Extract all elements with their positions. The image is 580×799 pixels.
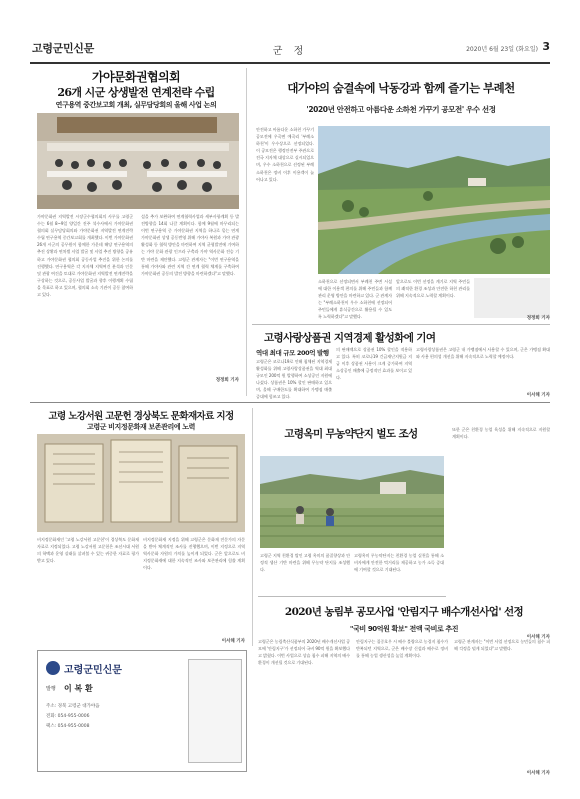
article6-body-2: 안림지구는 집중호우 시 배수 불량으로 농경지 침수가 반복되던 지역으로, 군은 배수장 신설과 배수로 정비를 통해 농업 생산성을 높일 계획이다. <box>356 639 448 659</box>
newspaper-emblem-icon <box>46 661 60 675</box>
article4-body-1: 비지정문화재인 '고령 노강서원 고문헌'이 경상북도 문화재자료로 지정되었다. 고령 노강서원 고문헌은 조선시대 서원의 학맥과 운영 실태를 살펴볼 수 있는 귀중한 자료로 평가받고 있다. <box>37 537 139 564</box>
issue-date: 2020년 6월 23일 (화요일) <box>466 46 538 53</box>
section-rule <box>30 402 550 403</box>
column-divider <box>252 408 253 646</box>
article2-subtitle: '2020년 안전하고 아름다운 소하천 가꾸기 공모전' 우수 선정 <box>306 105 496 114</box>
article6-subtitle: "국비 90억원 확보" 전액 국비로 추진 <box>349 625 459 633</box>
page-number: 3 <box>542 40 550 53</box>
section-rule <box>258 596 446 597</box>
article4-body-2: 비지정문화재 지정을 위해 고령군은 문화재 전문가의 자문을 받아 체계적인 조사를 진행했으며, 이번 지정으로 지역 역사문화 자원의 가치를 높이게 되었다. 군은 앞으로도 비지정문화재에 대한 지속적인 조사와 보존관리에 힘쓸 계획이다. <box>143 537 245 571</box>
article1-subtitle: 연구용역 중간보고회 개최, 실무담당회의 올해 사업 논의 <box>55 101 217 109</box>
article1-title-line2: 26개 시군 상생발전 연계전략 수립 <box>57 86 215 99</box>
article5-body-3: 또한 군은 친환경 농업 육성을 위해 지속적으로 지원할 계획이다. <box>452 427 550 440</box>
article4-byline: 이서해 기자 <box>221 639 245 644</box>
rice-field-photo <box>260 456 444 548</box>
article1-title-line1: 가야문화권협의회 <box>92 70 180 84</box>
conference-photo <box>37 113 239 209</box>
masthead <box>30 38 550 64</box>
article3-body-1: 고령군은 코로나19로 인해 침체된 지역경제 활성화를 위해 고령사랑상품권을 역대 최대 규모인 200억 원 발행하여 소상공인 지원에 나섰다. 상품권은 10% 할인 판매하고 있으며, 올해 구매한도를 확대하여 가맹점 매출 증대에 힘쓰고 있다. <box>256 359 332 400</box>
publisher-imprint <box>37 650 247 772</box>
footer-logo: 고령군민신문 <box>64 665 122 676</box>
article3-body-3: 고령사랑상품권은 고령군 내 가맹점에서 사용할 수 있으며, 군은 가맹점 확대와 사용 편의성 개선을 위해 지속적으로 노력할 예정이다. <box>416 347 550 360</box>
article2-side-column <box>474 278 550 318</box>
section-rule <box>252 324 550 325</box>
column-divider <box>246 68 247 396</box>
newspaper-logo: 고령군민신문 <box>32 42 94 55</box>
article3-body-2: 의 판매액으로 상품권 10% 할인을 적용하고 있다. 특히 코로나19 긴급재난지원금 지급 이후 상품권 사용이 크게 증가하여 지역 소상공인 매출에 긍정적인 효과를 보이고 있다. <box>336 347 412 381</box>
footer-info-phone: 전화: 054-955-0006 <box>46 714 90 719</box>
footer-info-address: 주소: 경북 고령군 대가야읍 <box>46 704 100 709</box>
section-title: 군 정 <box>272 46 308 57</box>
footer-publisher: 이 복 환 <box>64 684 93 693</box>
article5-body-1: 고령군 지역 친환경 쌀인 고령 옥미의 품질향상과 안정적 생산 기반 마련을 위해 무농약 단지를 조성했다. <box>260 553 350 573</box>
footer-info-fax: 팩스: 054-955-0008 <box>46 724 90 729</box>
article2-body-3: 앞으로도 이번 선정을 계기로 지역 주민들의 쾌적한 환경 조성과 안전한 하천 관리를 위해 지속적으로 노력할 계획이다. <box>396 279 470 299</box>
article1-body-right: 설을 추가 보완하여 연계협력사업과 세부사항계획 등 발전방향을 14회 나갈 계획이다. 함께 9월에 마무리되는 이번 연구용역 중 가야문화권 지역을 하나로 묶는 연계 가야문화권 상생 공동번영 위해 가야사 복원과 가야 관광 활성화 등 협력 방안을 마련하여 지역 균형발전에 기여하는 가야 문화 관광 인프라 구축과 가야 역사문화 전승 기반 마련을 제안했다. 고령군 관계자는 "이번 연구용역을 통해 가야사와 관련 지역 간 연계 협력 체계를 구축하여 가야문화권 공동의 발전 방향을 마련하겠다"고 말했다. <box>141 214 239 276</box>
article3-subtitle: 역대 최대 규모 200억 발행 <box>256 349 329 357</box>
article2-title: 대가야의 숨결속에 낙동강과 함께 즐기는 부례천 <box>287 81 515 95</box>
article1-body-left: 가야문화권 지역발전 시장군수협의회의 사무를 고령군수는 6월 8~9일 양일간 진주 석수사에서 가야문화권 협의회 실무담당회의와 가야문화권 지역발전 연계전략 수립 연구용역 중간보고회를 개최했다. 이번 가야문화권 26개 시군의 공무원이 함께한 가운데 해당 연구용역의 추진 상황과 연차별 사업 발굴 및 사업 추진 방향을 공유하고 가야문화권 협의회 공동사업 추진을 위한 논의를 진행했다. 연구용역은 각 지자체 지역여건 분석과 인문 및 관광 여건을 토대로 가야문화권 지역발전 연계전략을 구상하는 것으로, 공동사업 발굴과 향후 이행계획 수립을 목표로 하고 있으며, 협의회 소속 기관이 공동 참여하고 있다. <box>37 214 133 298</box>
article4-title: 고령 노강서원 고문헌 경상북도 문화재자료 지정 <box>48 411 234 422</box>
article5-byline: 이서해 기자 <box>526 635 550 640</box>
footer-publisher-label: 발행 <box>46 686 56 692</box>
article2-body-1: 안전하고 아름다운 소하천 가꾸기 공모전에 우곡면 예곡리 '부례소하천'이 우수상으로 선정되었다. 이 공모전은 행정안전부 주관으로 전국 지자체 대상으로 실시되었으며, 우수 소하천으로 선정된 부례소하천은 정비 이후 이용객이 늘어나고 있다. <box>256 127 314 182</box>
article6-title: 2020년 농림부 공모사업 '안림지구 배수개선사업' 선정 <box>284 606 524 618</box>
seowon-documents-photo <box>37 434 245 532</box>
side-notice-box <box>188 659 242 763</box>
article1-byline: 정정희 기자 <box>215 378 239 383</box>
stream-park-photo <box>318 126 550 274</box>
article3-byline: 이서해 기자 <box>526 393 550 398</box>
article6-body-1: 고령군은 농림축산식품부의 2020년 배수개선사업 공모에 '안림지구'가 선정되어 국비 90억 원을 확보했다고 밝혔다. 이번 사업으로 상습 침수 피해 지역의 배수 환경이 개선될 것으로 기대된다. <box>258 639 350 666</box>
article5-body-2: 고령옥미 무농약단지는 친환경 농업 실천을 통해 소비자에게 안전한 먹거리를 제공하고 농가 소득 증대에 기여할 것으로 기대된다. <box>354 553 444 573</box>
article2-byline: 정정희 기자 <box>526 316 550 321</box>
article2-body-2: 소하천으로 선정되면서 부례천 주변 시설에 대한 이용객 편의를 위해 주민들과 함께 관리 운영 방안을 마련하고 있다. 군 관계자는 "부례소하천이 우수 소하천에 선정되어 주민들에게 휴식공간으로 활용될 수 있도록 노력하겠다"고 말했다. <box>318 279 392 320</box>
article6-byline: 이서해 기자 <box>526 771 550 776</box>
article5-title: 고령옥미 무농약단지 벌도 조성 <box>284 428 418 440</box>
article4-subtitle: 고령군 비지정문화재 보존관리에 노력 <box>87 423 195 431</box>
article3-title: 고령사랑상품권 지역경제 활성화에 기여 <box>264 332 436 344</box>
article6-body-3: 고령군 관계자는 "이번 사업 선정으로 농민들의 침수 피해 걱정을 덜게 되었다"고 말했다. <box>454 639 550 652</box>
